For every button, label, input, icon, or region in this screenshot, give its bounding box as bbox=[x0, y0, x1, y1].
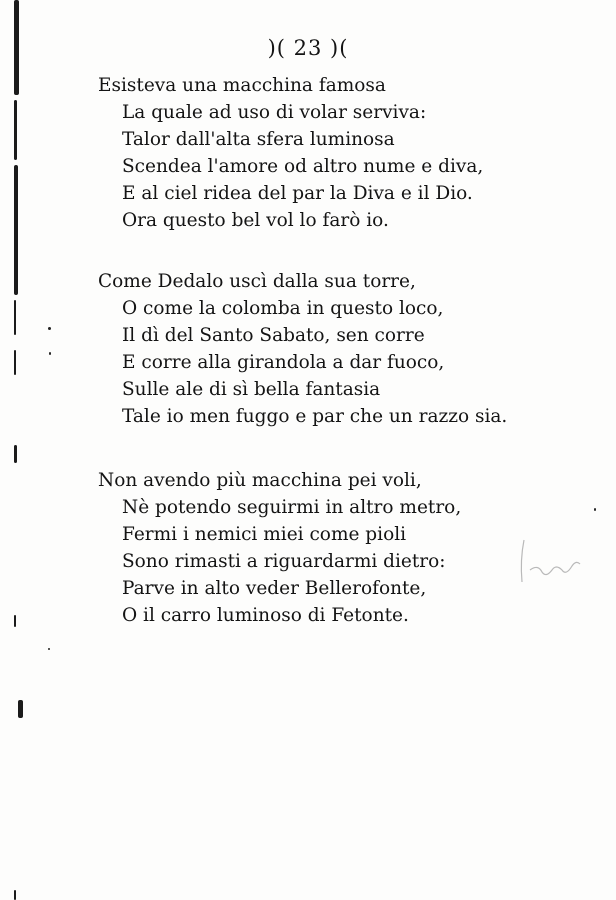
verse-line: Parve in alto veder Bellerofonte, bbox=[122, 578, 427, 599]
verse-line: E corre alla girandola a dar fuoco, bbox=[122, 352, 445, 373]
ink-speck bbox=[48, 327, 51, 330]
binding-edge bbox=[14, 0, 20, 900]
ink-speck bbox=[49, 352, 51, 355]
verse-line: Talor dall'alta sfera luminosa bbox=[122, 129, 395, 150]
stanza-2 bbox=[98, 268, 568, 430]
verse-line: Sulle ale di sì bella fantasia bbox=[122, 379, 381, 400]
ink-speck bbox=[594, 508, 596, 511]
ink-speck bbox=[48, 648, 50, 650]
verse-line: Ora questo bel vol lo farò io. bbox=[122, 210, 389, 231]
verse-line: Non avendo più macchina pei voli, bbox=[98, 470, 422, 491]
verse-line: Scendea l'amore od altro nume e diva, bbox=[122, 156, 484, 177]
verse-line: Nè potendo seguirmi in altro metro, bbox=[122, 497, 462, 518]
verse-line: Fermi i nemici miei come pioli bbox=[122, 524, 407, 545]
page-number: )( 23 )( bbox=[267, 36, 349, 60]
verse-line: Tale io men fuggo e par che un razzo sia. bbox=[122, 406, 508, 427]
verse-line: Esisteva una macchina famosa bbox=[98, 75, 386, 96]
stanza-3 bbox=[98, 467, 568, 629]
verse-line: Il dì del Santo Sabato, sen corre bbox=[122, 325, 425, 346]
verse-line: Sono rimasti a riguardarmi dietro: bbox=[122, 551, 446, 572]
verse-line: O come la colomba in questo loco, bbox=[122, 298, 444, 319]
stanza-1 bbox=[98, 72, 568, 234]
verse-line: O il carro luminoso di Fetonte. bbox=[122, 605, 409, 626]
verse-line: E al ciel ridea del par la Diva e il Dio. bbox=[122, 183, 473, 204]
verse-line: La quale ad uso di volar serviva: bbox=[122, 102, 427, 123]
verse-line: Come Dedalo uscì dalla sua torre, bbox=[98, 271, 416, 292]
